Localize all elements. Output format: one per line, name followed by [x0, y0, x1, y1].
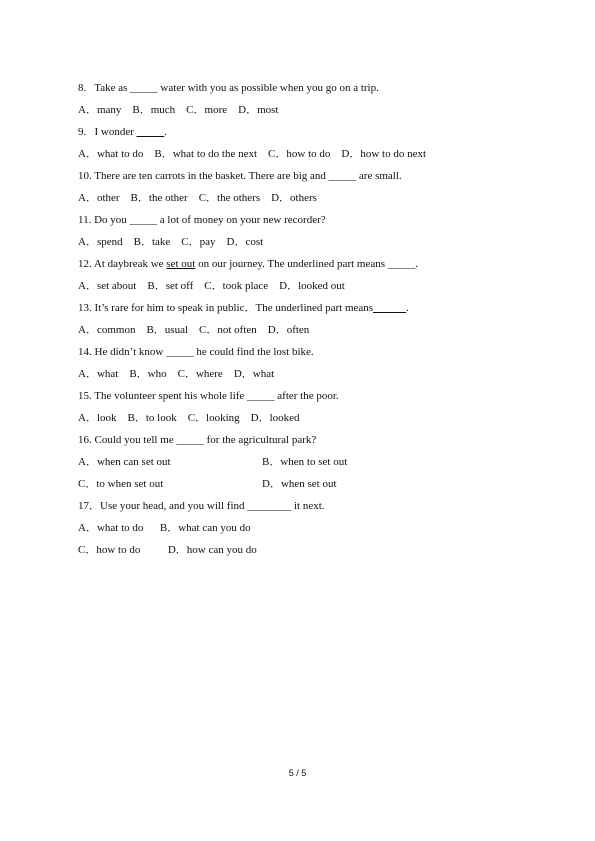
option-c: C．pay [181, 236, 216, 248]
question-13: 13. It’s rare for him to speak in public．The underlined part means______. [78, 302, 409, 314]
option-b: B．take [133, 236, 171, 248]
option-d: D．others [271, 192, 317, 204]
question-16: 16. Could you tell me _____ for the agricultural park? [78, 434, 317, 446]
option-b: B．much [132, 104, 176, 116]
option-b: B．when to set out [262, 456, 348, 468]
option-b: B．what to do the next [154, 148, 258, 160]
option-c: C．not often [199, 324, 257, 336]
option-c: C．the others [198, 192, 261, 204]
option-c: C．took place [204, 280, 269, 292]
option-d: D．how can you do [167, 544, 257, 556]
question-10-options [78, 191, 317, 205]
question-17: 17．Use your head, and you will find ________ it next. [78, 500, 325, 512]
question-9-options [78, 147, 426, 161]
option-b: B．usual [146, 324, 189, 336]
page-number: 5 / 5 [288, 768, 307, 778]
option-d: D．what [233, 368, 275, 380]
option-a: A．what to do [78, 522, 144, 534]
option-d: D．looked out [279, 280, 345, 292]
option-a: A．when can set out [78, 456, 171, 468]
question-10: 10. There are ten carrots in the basket. There are big and _____ are small. [78, 170, 402, 182]
option-d: D．how to do next [341, 148, 427, 160]
option-d: D．most [238, 104, 279, 116]
option-a: A．common [78, 324, 136, 336]
question-17-options-row-2 [78, 543, 257, 557]
option-c: C．how to do [78, 544, 141, 556]
question-8-options [78, 103, 278, 117]
option-b: B．set off [147, 280, 194, 292]
question-14: 14. He didn’t know _____ he could find the lost bike. [78, 346, 314, 358]
option-d: D．often [267, 324, 310, 336]
option-a: A．what to do [78, 148, 144, 160]
option-d: D．looked [250, 412, 300, 424]
option-a: A．look [78, 412, 117, 424]
option-b: B．the other [130, 192, 188, 204]
question-13-options [78, 323, 309, 337]
option-b: B．what can you do [159, 522, 251, 534]
question-15: 15. The volunteer spent his whole life _____ after the poor. [78, 390, 339, 402]
option-c: C．to when set out [78, 478, 164, 490]
option-d: D．when set out [262, 478, 337, 490]
option-a: A．what [78, 368, 119, 380]
option-a: A．other [78, 192, 120, 204]
option-a: A．many [78, 104, 122, 116]
answer-blank: ______ [373, 302, 407, 314]
question-14-options [78, 367, 274, 381]
option-c: C．where [177, 368, 223, 380]
question-12: 12. At daybreak we set out on our journey. The underlined part means _____. [78, 258, 419, 270]
question-9: 9. I wonder _____. [78, 126, 167, 138]
question-17-options-row-1 [78, 521, 251, 535]
option-c: C．more [186, 104, 228, 116]
option-c: C．looking [187, 412, 240, 424]
answer-blank: _____ [136, 126, 165, 138]
question-12-options [78, 279, 345, 293]
question-8: 8. Take as _____ water with you as possible when you go on a trip. [78, 82, 379, 94]
option-d: D．cost [226, 236, 264, 248]
question-15-options [78, 411, 300, 425]
option-a: A．set about [78, 280, 137, 292]
option-a: A．spend [78, 236, 123, 248]
question-11-options [78, 235, 263, 249]
question-11: 11. Do you _____ a lot of money on your new recorder? [78, 214, 326, 226]
option-b: B．to look [127, 412, 177, 424]
option-c: C．how to do [268, 148, 331, 160]
option-b: B．who [129, 368, 167, 380]
underlined-phrase: set out [166, 258, 196, 270]
